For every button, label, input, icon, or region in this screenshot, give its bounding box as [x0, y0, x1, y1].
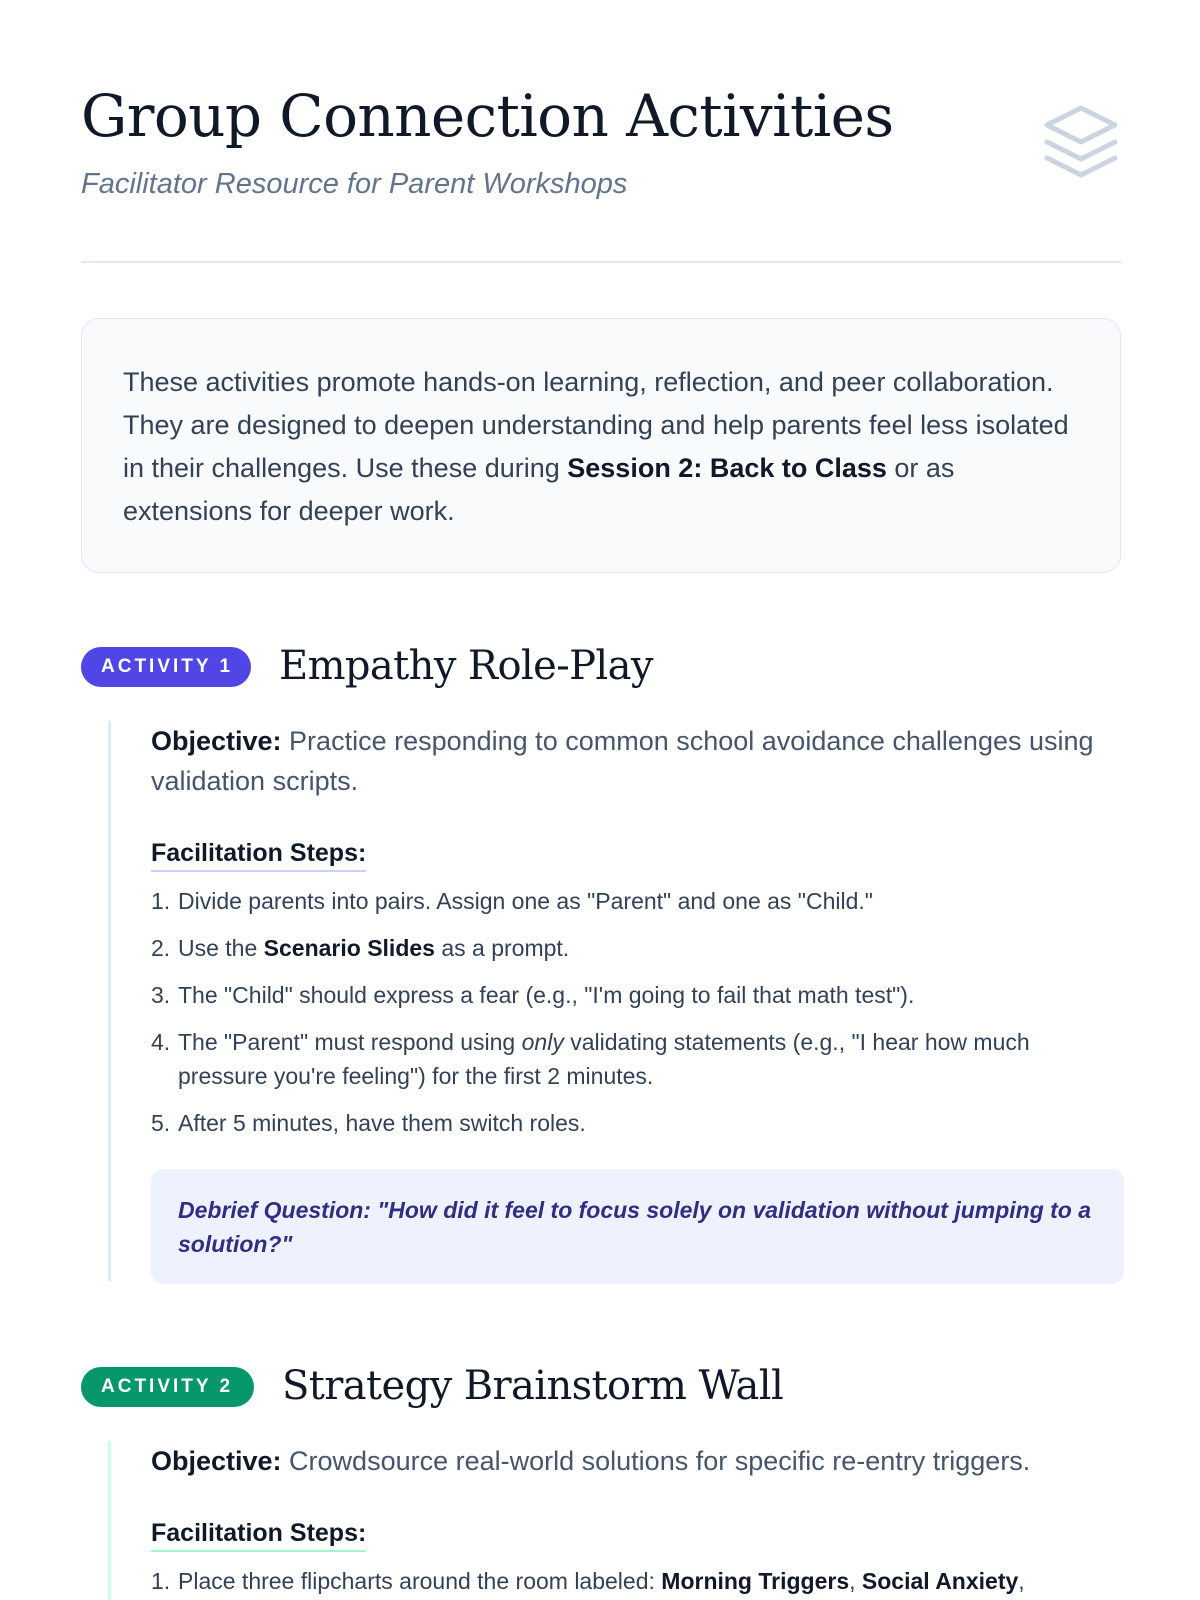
page-subtitle: Facilitator Resource for Parent Workshops: [81, 168, 628, 200]
step-text: The "Parent" must respond using: [178, 1029, 522, 1055]
list-item: [151, 978, 1121, 1012]
step-text: Use the: [178, 935, 264, 961]
objective-text: Crowdsource real-world solutions for specific re-entry triggers.: [281, 1446, 1031, 1476]
step-bold: Scenario Slides: [263, 935, 435, 961]
step-text: as a prompt.: [434, 935, 570, 961]
step-text: ,: [1018, 1568, 1025, 1594]
step-text: validating statements (e.g., "I hear how much pressure you're feeling") for the first 2 minutes.: [178, 1029, 1030, 1089]
list-item: [151, 884, 1121, 918]
list-item: [151, 1106, 1121, 1140]
step-text: ,: [849, 1568, 862, 1594]
objective-text: Practice responding to common school avoidance challenges using validation scripts.: [151, 726, 1094, 796]
steps-list: [151, 884, 1121, 1140]
step-number: 5.: [151, 1110, 171, 1136]
activity-badge: ACTIVITY 1: [81, 647, 251, 687]
step-number: 4.: [151, 1029, 171, 1055]
debrief-callout: Debrief Question: "How did it feel to focus solely on validation without jumping to a solution?": [151, 1169, 1124, 1284]
objective-label: Objective:: [151, 726, 282, 756]
layers-icon: [1041, 102, 1121, 182]
objective-label: Objective:: [151, 1446, 282, 1476]
intro-text-after: or as extensions for deeper work.: [123, 453, 955, 526]
steps-list: [151, 1564, 1121, 1598]
step-bold: Social Anxiety: [861, 1568, 1019, 1594]
step-number: 1.: [151, 1568, 171, 1594]
step-number: 2.: [151, 935, 171, 961]
step-bold: Morning Triggers: [661, 1568, 850, 1594]
header-divider: [81, 261, 1121, 263]
step-text: The "Child" should express a fear (e.g., "I'm going to fail that math test").: [178, 982, 915, 1008]
objective: [151, 721, 1121, 801]
step-text: After 5 minutes, have them switch roles.: [178, 1110, 586, 1136]
page-title: Group Connection Activities: [81, 82, 894, 150]
activity-title: Empathy Role-Play: [279, 643, 653, 689]
step-italic: only: [521, 1029, 564, 1055]
objective: [151, 1441, 1121, 1481]
activity-title: Strategy Brainstorm Wall: [282, 1363, 784, 1409]
list-item: [151, 1025, 1121, 1093]
list-item: [151, 931, 1121, 965]
activity-body: [108, 721, 1121, 1281]
step-number: 3.: [151, 982, 171, 1008]
activity-body: [108, 1441, 1121, 1600]
header: [81, 78, 1121, 264]
intro-text-before: These activities promote hands-on learning, reflection, and peer collaboration. They are designed to deepen understanding and help parents feel less isolated in their challenges. Use these during: [123, 367, 1069, 483]
intro-text: [123, 361, 1080, 533]
list-item: [151, 1564, 1121, 1598]
steps-heading: Facilitation Steps:: [151, 837, 366, 872]
steps-heading: Facilitation Steps:: [151, 1517, 366, 1552]
activity-badge: ACTIVITY 2: [81, 1367, 254, 1407]
step-text: Divide parents into pairs. Assign one as "Parent" and one as "Child.": [178, 888, 873, 914]
step-text: Place three flipcharts around the room labeled:: [178, 1568, 662, 1594]
intro-callout: [81, 318, 1121, 573]
step-number: 1.: [151, 888, 171, 914]
intro-session-name: Session 2: Back to Class: [567, 453, 887, 483]
